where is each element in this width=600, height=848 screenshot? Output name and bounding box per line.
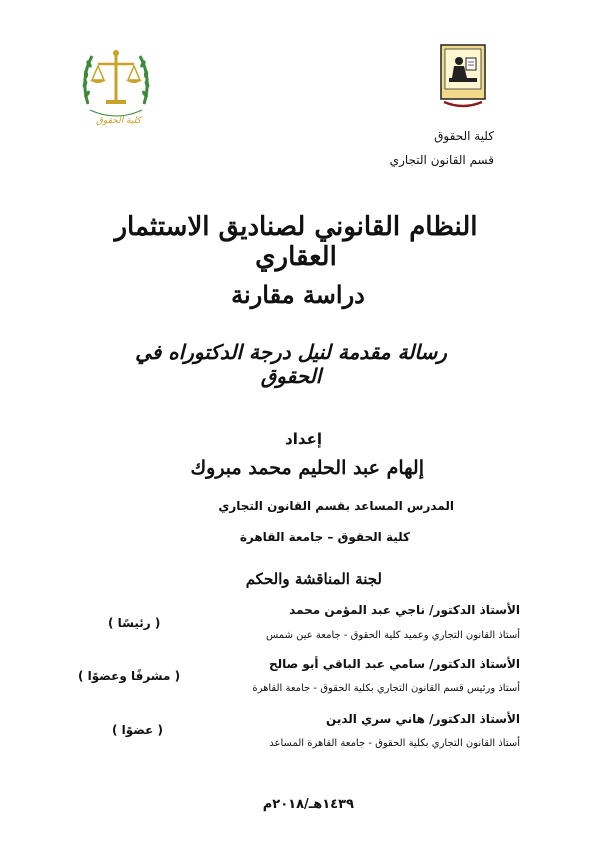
- committee-member-role: أستاذ القانون التجاري بكلية الحقوق - جامعة القاهرة المساعد: [269, 738, 520, 749]
- author-name: إلهام عبد الحليم محمد مبروك: [190, 457, 424, 479]
- thesis-subtitle: دراسة مقارنة: [231, 280, 365, 309]
- thesis-title: النظام القانوني لصناديق الاستثمار العقاري: [114, 212, 478, 272]
- committee-heading: لجنة المناقشة والحكم: [245, 570, 382, 588]
- author-faculty: كلية الحقوق – جامعة القاهرة: [239, 530, 410, 544]
- date-line: ١٤٣٩هـ/٢٠١٨م: [262, 797, 354, 812]
- committee-member-name: الأستاذ الدكتور/ ناجي عبد المؤمن محمد: [289, 603, 520, 617]
- cairo-university-logo-icon: [440, 44, 486, 110]
- committee-member-tag: ( عضوًا ): [112, 723, 163, 737]
- committee-member-tag: ( رئيسًا ): [108, 616, 161, 630]
- committee-member-name: الأستاذ الدكتور/ سامي عبد الباقي أبو صالح: [268, 657, 520, 671]
- degree-statement: رسالة مقدمة لنيل درجة الدكتوراه في الحقوق: [135, 340, 447, 388]
- author-position: المدرس المساعد بقسم القانون التجاري: [218, 499, 454, 513]
- committee-member-tag: ( مشرفًا وعضوًا ): [78, 669, 181, 683]
- department-name: قسم القانون التجاري: [389, 153, 494, 167]
- committee-member-role: أستاذ ورئيس قسم القانون التجاري بكلية الحقوق - جامعة القاهرة: [252, 683, 520, 694]
- committee-member-role: أستاذ القانون التجاري وعميد كلية الحقوق - جامعة عين شمس: [266, 630, 520, 641]
- faculty-name: كلية الحقوق: [434, 129, 494, 143]
- emblem-caption: كلية الحقوق: [96, 116, 141, 126]
- prepared-by-label: إعداد: [285, 430, 322, 448]
- committee-member-name: الأستاذ الدكتور/ هاني سري الدين: [326, 712, 520, 726]
